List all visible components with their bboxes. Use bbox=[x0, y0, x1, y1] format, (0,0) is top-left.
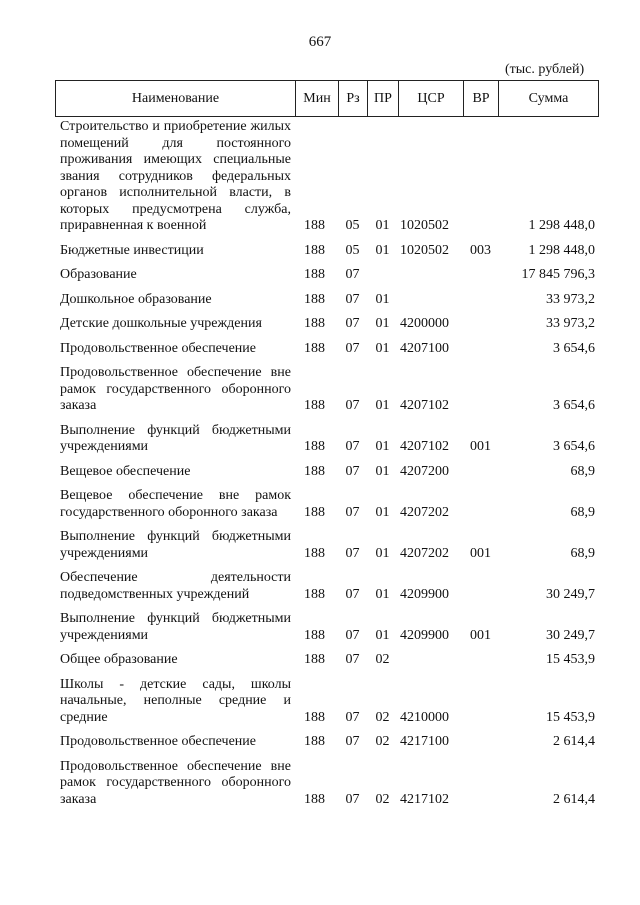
table-header bbox=[55, 80, 599, 117]
row-name: Образование bbox=[60, 267, 137, 282]
row-pr: 01 bbox=[375, 627, 390, 643]
row-pr: 01 bbox=[375, 504, 390, 520]
row-rz: 07 bbox=[345, 504, 360, 520]
row-rz: 07 bbox=[345, 267, 360, 282]
header-pr: ПР bbox=[368, 81, 399, 116]
row-sum: 33 973,2 bbox=[546, 316, 595, 331]
row-vr: 001 bbox=[470, 627, 491, 643]
row-csr: 4207100 bbox=[400, 340, 449, 356]
row-rz: 07 bbox=[345, 316, 360, 331]
header-name: Наименование bbox=[56, 81, 296, 116]
row-min: 188 bbox=[304, 291, 325, 307]
row-rz: 07 bbox=[345, 291, 360, 307]
row-csr: 4207102 bbox=[400, 439, 449, 454]
row-name: Обеспечение деятельности подведомственных учреждений bbox=[60, 570, 291, 602]
row-csr: 4217102 bbox=[400, 791, 449, 807]
row-sum: 30 249,7 bbox=[546, 627, 595, 643]
header-vr: ВР bbox=[464, 81, 499, 116]
row-csr: 4210000 bbox=[400, 709, 449, 725]
row-csr: 1020502 bbox=[400, 242, 449, 258]
row-csr: 4207102 bbox=[400, 398, 449, 413]
row-name: Бюджетные инвестиции bbox=[60, 242, 204, 258]
row-sum: 1 298 448,0 bbox=[528, 242, 595, 258]
row-sum: 30 249,7 bbox=[546, 586, 595, 602]
row-min: 188 bbox=[304, 545, 325, 561]
row-rz: 07 bbox=[345, 463, 360, 479]
row-name: Дошкольное образование bbox=[60, 291, 212, 307]
table-row bbox=[55, 759, 599, 809]
row-pr: 02 bbox=[375, 791, 390, 807]
row-pr: 01 bbox=[375, 340, 390, 356]
row-min: 188 bbox=[304, 652, 325, 667]
row-min: 188 bbox=[304, 316, 325, 331]
row-name: Общее образование bbox=[60, 652, 178, 667]
row-csr: 1020502 bbox=[400, 218, 449, 233]
row-min: 188 bbox=[304, 267, 325, 282]
row-name: Продовольственное обеспечение bbox=[60, 340, 256, 356]
row-pr: 02 bbox=[375, 709, 390, 725]
row-csr: 4209900 bbox=[400, 627, 449, 643]
header-sum: Сумма bbox=[528, 90, 569, 106]
row-rz: 07 bbox=[345, 791, 360, 807]
row-min: 188 bbox=[304, 627, 325, 643]
row-sum: 33 973,2 bbox=[546, 291, 595, 307]
row-min: 188 bbox=[304, 709, 325, 725]
table-row bbox=[55, 570, 599, 603]
header-rz: Рз bbox=[339, 81, 368, 116]
row-pr: 01 bbox=[375, 439, 390, 454]
row-sum: 15 453,9 bbox=[546, 709, 595, 725]
table-row bbox=[55, 677, 599, 727]
row-rz: 07 bbox=[345, 340, 360, 356]
row-rz: 07 bbox=[345, 545, 360, 561]
row-name: Школы - детские сады, школы начальные, неполные средние и средние bbox=[60, 676, 291, 725]
row-csr: 4207202 bbox=[400, 504, 449, 520]
row-rz: 05 bbox=[345, 242, 360, 258]
row-rz: 07 bbox=[345, 627, 360, 643]
table-row bbox=[55, 316, 599, 333]
row-pr: 01 bbox=[375, 545, 390, 561]
row-rz: 07 bbox=[345, 586, 360, 602]
row-vr: 001 bbox=[470, 439, 491, 454]
row-csr: 4209900 bbox=[400, 586, 449, 602]
row-min: 188 bbox=[304, 586, 325, 602]
row-sum: 1 298 448,0 bbox=[528, 218, 595, 233]
header-csr: ЦСР bbox=[399, 81, 464, 116]
row-name: Выполнение функций бюджетными учреждениями bbox=[60, 529, 291, 561]
table-row bbox=[55, 423, 599, 456]
table-row bbox=[55, 292, 599, 309]
row-rz: 07 bbox=[345, 398, 360, 413]
row-sum: 68,9 bbox=[570, 504, 595, 520]
row-min: 188 bbox=[304, 504, 325, 520]
row-sum: 3 654,6 bbox=[553, 398, 595, 413]
table-row bbox=[55, 464, 599, 481]
row-sum: 15 453,9 bbox=[546, 652, 595, 667]
row-min: 188 bbox=[304, 398, 325, 413]
row-name: Продовольственное обеспечение bbox=[60, 734, 256, 749]
row-pr: 01 bbox=[375, 398, 390, 413]
row-pr: 01 bbox=[375, 291, 390, 307]
row-sum: 68,9 bbox=[570, 463, 595, 479]
row-name: Выполнение функций бюджетными учреждениями bbox=[60, 611, 291, 643]
table-row bbox=[55, 341, 599, 358]
units-label: (тыс. рублей) bbox=[505, 62, 585, 77]
table-row bbox=[55, 734, 599, 751]
row-sum: 2 614,4 bbox=[553, 734, 595, 749]
row-pr: 02 bbox=[375, 652, 390, 667]
row-min: 188 bbox=[304, 791, 325, 807]
header-min: Мин bbox=[296, 81, 339, 116]
row-pr: 02 bbox=[375, 734, 390, 749]
table-row bbox=[55, 529, 599, 562]
row-pr: 01 bbox=[375, 586, 390, 602]
row-name: Вещевое обеспечение вне рамок государственного оборонного заказа bbox=[60, 488, 291, 520]
row-pr: 01 bbox=[375, 463, 390, 479]
table-row bbox=[55, 652, 599, 669]
row-sum: 3 654,6 bbox=[553, 340, 595, 356]
table-row bbox=[55, 488, 599, 521]
row-name: Выполнение функций бюджетными учреждениями bbox=[60, 422, 291, 454]
row-csr: 4207202 bbox=[400, 545, 449, 561]
row-min: 188 bbox=[304, 218, 325, 233]
row-csr: 4207200 bbox=[400, 463, 449, 479]
row-rz: 05 bbox=[345, 218, 360, 233]
row-sum: 3 654,6 bbox=[553, 439, 595, 454]
row-csr: 4200000 bbox=[400, 316, 449, 331]
row-min: 188 bbox=[304, 439, 325, 454]
row-sum: 2 614,4 bbox=[553, 791, 595, 807]
row-name: Продовольственное обеспечение вне рамок государственного оборонного заказа bbox=[60, 758, 291, 807]
row-name: Детские дошкольные учреждения bbox=[60, 316, 262, 331]
row-rz: 07 bbox=[345, 439, 360, 454]
table-row bbox=[55, 611, 599, 644]
row-sum: 17 845 796,3 bbox=[521, 267, 595, 282]
row-vr: 003 bbox=[470, 242, 491, 258]
row-pr: 01 bbox=[375, 242, 390, 258]
row-name: Продовольственное обеспечение вне рамок государственного оборонного заказа bbox=[60, 365, 291, 413]
row-sum: 68,9 bbox=[570, 545, 595, 561]
table-row bbox=[55, 243, 599, 260]
row-name: Вещевое обеспечение bbox=[60, 463, 191, 479]
row-pr: 01 bbox=[375, 316, 390, 331]
table-row bbox=[55, 365, 599, 415]
table-body bbox=[55, 119, 599, 816]
row-pr: 01 bbox=[375, 218, 390, 233]
row-vr: 001 bbox=[470, 545, 491, 561]
row-rz: 07 bbox=[345, 709, 360, 725]
table-row bbox=[55, 267, 599, 284]
table-row bbox=[55, 119, 599, 235]
row-min: 188 bbox=[304, 463, 325, 479]
row-min: 188 bbox=[304, 734, 325, 749]
row-name: Строительство и приобретение жилых помещений для постоянного проживания имеющих специальные звания сотрудников федеральных органов исполнительной власти, в которых предусмотрена служба, приравненная к военной bbox=[60, 119, 291, 233]
row-rz: 07 bbox=[345, 734, 360, 749]
row-csr: 4217100 bbox=[400, 734, 449, 749]
row-min: 188 bbox=[304, 242, 325, 258]
row-rz: 07 bbox=[345, 652, 360, 667]
row-min: 188 bbox=[304, 340, 325, 356]
page-number: 667 bbox=[308, 34, 332, 50]
